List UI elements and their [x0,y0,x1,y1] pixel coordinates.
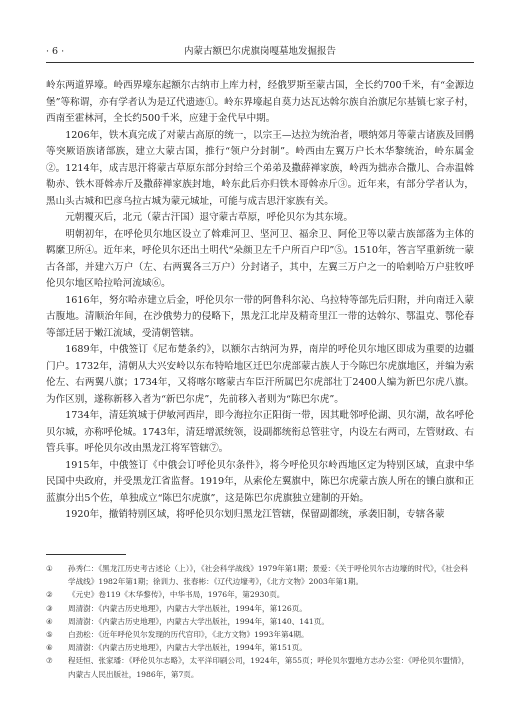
footnote-separator [46,554,126,555]
footnote-number: ⑥ [46,643,53,653]
paragraph: 岭东两道界壕。岭西界壕东起额尔古纳市上库力村，经俄罗斯至蒙古国，全长约700千米，有“金源边堡”等称谓，亦有学者认为是辽代遗迹①。岭东界壕起自莫力达瓦达斡尔族自治旗尼尔基镇七家子村，西南至霍林河，全长约500千米，应建于金代早中期。 [46,80,474,124]
footnote-text: 《元史》卷119《木华黎传》，中华书局，1976年，第2930页。 [68,590,285,600]
page-number: · 6 · [46,46,65,57]
paragraph: 1920年，撤销特别区域，将呼伦贝尔划归黑龙江管辖，保留副都统，承袭旧制，专辖各蒙 [65,509,445,520]
footnote-number: ① [46,564,53,573]
paragraph: 1915年，中俄签订《中俄会订呼伦贝尔条件》，将今呼伦贝尔岭西地区定为特别区域，直隶中华民国中央政府，并受黑龙江省监督。1919年，从索伦左翼旗中，陈巴尔虎蒙古族人所在的镶白旗和正蓝旗分出5个佐，单独成立“陈巴尔虎旗”，这是陈巴尔虎旗独立建制的开始。 [46,459,474,504]
paragraph: 明朝初年，在呼伦贝尔地区设立了斡难河卫、坚河卫、福余卫、阿伦卫等以蒙古族部落为主体的羁縻卫所④。近年来，呼伦贝尔还出土明代“朵颜卫左千户所百户印”⑤。1510年，答言罕重新统一蒙古各部，并建六万户（左、右两翼各三万户）分封诸子，其中，左翼三万户之一的哈剌哈万户驻牧呼伦贝尔地区哈拉哈河流域⑥。 [46,228,474,289]
footnote-number: ③ [46,603,53,613]
paragraph: 1734年，清廷筑城于伊敏河西岸，即今海拉尔正阳街一带，因其毗邻呼伦湖、贝尔湖，故名呼伦贝尔城，亦称呼伦城。1743年，清廷增派统领，设副都统衔总管驻守，内设左右两司，左管财政、右管兵事。呼伦贝尔改由黑龙江将军管辖⑦。 [46,410,474,454]
footnote-text: 周清澍：《内蒙古历史地理》，内蒙古大学出版社，1994年，第126页。 [68,603,307,613]
footnote-number: ⑤ [46,630,53,640]
footnote-number: ④ [46,616,53,626]
paragraph: 1689年，中俄签订《尼布楚条约》，以额尔古纳河为界，南岸的呼伦贝尔地区即成为重要的边疆门户。1732年，清朝从大兴安岭以东布特哈地区迁巴尔虎部蒙古族人于今陈巴尔虎旗地区，并编为索伦左、右两翼八旗；1734年，又将喀尔喀蒙古车臣汗所属巴尔虎部壮丁2400人编为新巴尔虎八旗。为作区别，遂称新移入者为“新巴尔虎”，先前移入者则为“陈巴尔虎”。 [46,344,474,405]
footnote-number: ⑦ [46,656,53,666]
footnote-number: ② [46,590,53,600]
footnote [46,615,474,628]
footnote [46,654,474,680]
footnote-text: 程廷恒、张家璠：《呼伦贝尔志略》，太平洋印刷公司，1924年，第55页；呼伦贝尔盟地方志办公室：《呼伦贝尔盟情》，内蒙古人民出版社，1986年，第7页。 [68,656,470,679]
running-title: 内蒙古额巴尔虎旗岗嘎墓地发掘报告 [183,46,336,57]
footnote [46,588,474,601]
footnote [46,562,474,588]
paragraph: 1616年，努尔哈赤建立后金，呼伦贝尔一带的阿鲁科尔沁、乌拉特等部先后归附，并向南迁入蒙古腹地。清顺治年间，在沙俄势力的侵略下，黑龙江北岸及精奇里江一带的达斡尔、鄂温克、鄂伦春等部迁居于嫩江流域，受清朝管辖。 [46,294,474,339]
paragraph: 元朝覆灭后，北元（蒙古汗国）退守蒙古草原，呼伦贝尔为其东境。 [65,212,353,223]
paragraph: 1206年，铁木真完成了对蒙古高原的统一，以宗王—达拉为统治者，喂纳郊月等蒙古诸族及回鹘等突厥语族诸部族，建立大蒙古国，推行“领户分封制”。岭西由左翼万户长木华黎统治，岭东属金②。1214年，成吉思汗将蒙古草原东部分封给三个弟弟及撒薛禅家族，岭西为拙赤合撒儿、合赤温斡勒赤、铁木哥斡赤斤及撒薛禅家族封地，岭东此后亦归铁木哥斡赤斤③。近年来，有部分学者认为，黑山头古城和巴彦乌拉古城为蒙元城址，可能与成吉思汗家族有关。 [46,129,474,207]
footnotes [46,562,474,681]
body-text [46,78,474,524]
footnote [46,628,474,641]
footnote-text: 周清澍：《内蒙古历史地理》，内蒙古大学出版社，1994年，第151页。 [68,643,307,653]
footnote-text: 孙秀仁：《黑龙江历史考古述论（上）》，《社会科学战线》1979年第1期；景爱：《关于呼伦贝尔古边壕的时代》，《社会科学战线》1982年第1期；徐训力、张春彬：《辽代边壕考》，《北方文物》2003年第1期。 [68,564,469,587]
footnote-text: 周清澍：《内蒙古历史地理》，内蒙古大学出版社，1994年，第140、141页。 [68,616,329,626]
footnote [46,641,474,654]
footnote-text: 白劲松：《近年呼伦贝尔发现的历代官印》，《北方文物》1993年第4期。 [68,630,309,640]
footnote [46,602,474,615]
page-header [46,44,474,63]
